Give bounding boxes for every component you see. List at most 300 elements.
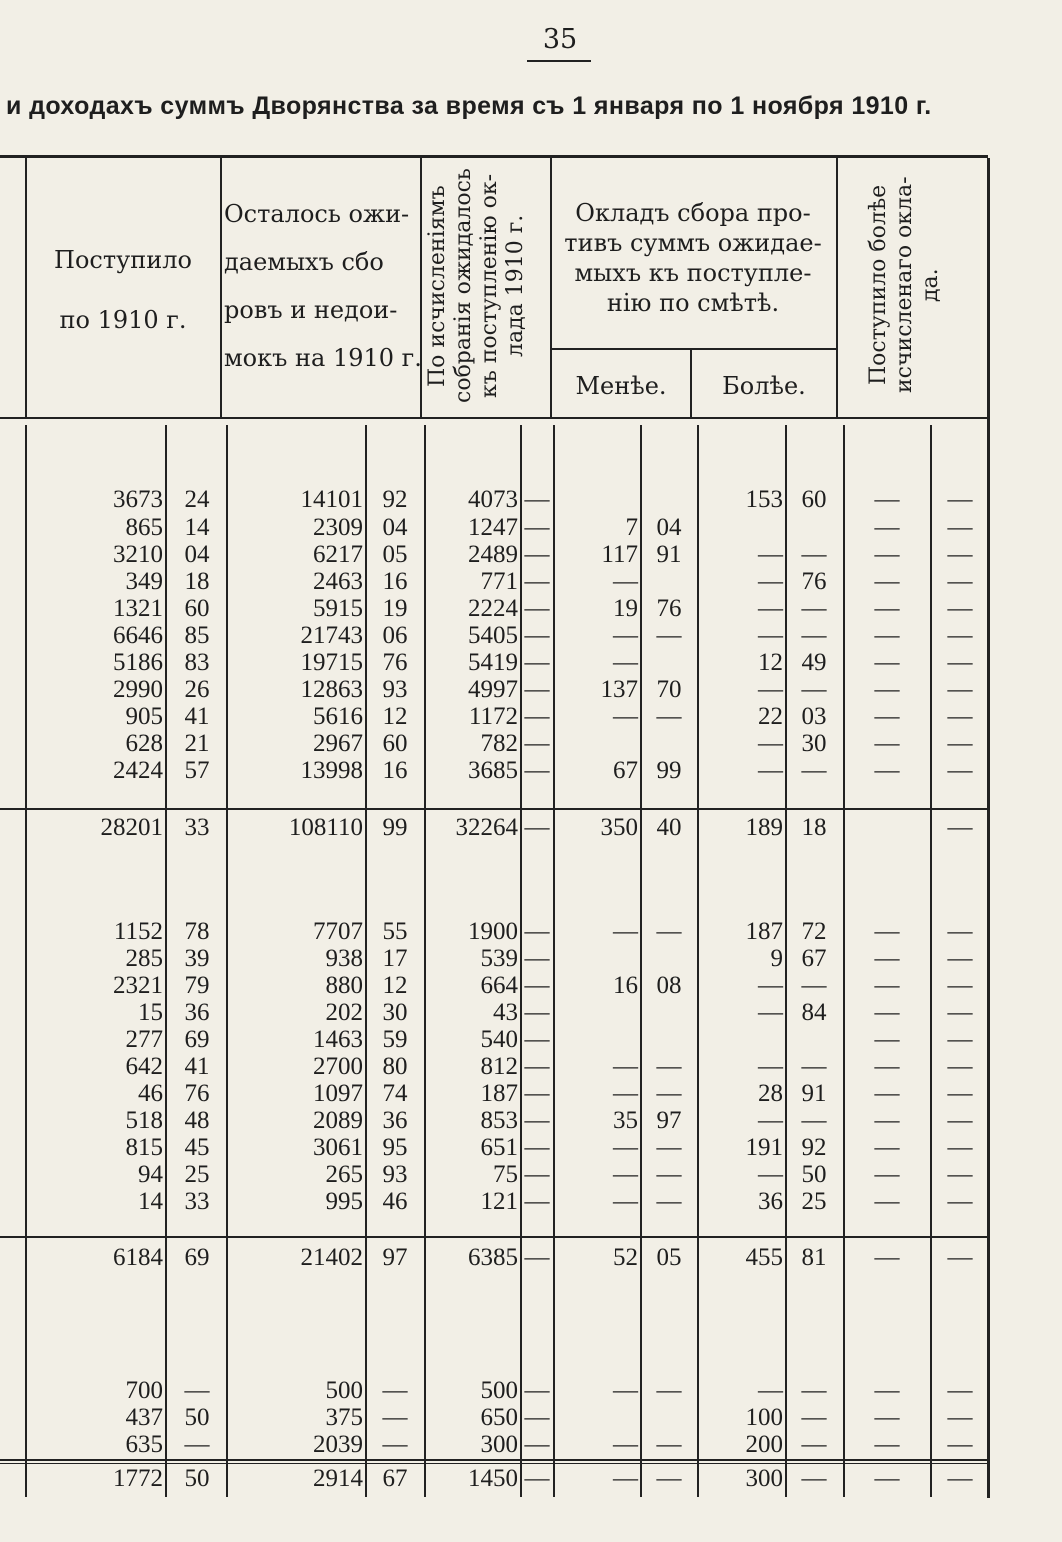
cell-remaining-k: 16 (382, 568, 408, 595)
cell-less: 16 (613, 972, 638, 999)
cell-over-k: — (947, 703, 973, 730)
cell-over: — (874, 757, 900, 784)
cell-over: — (874, 703, 900, 730)
section-rule (0, 1459, 988, 1461)
cell-over-k: — (947, 568, 973, 595)
cell-expected: 1900 (468, 918, 518, 945)
cell-expected: 5419 (468, 649, 518, 676)
cell-remaining: 2914 (313, 1465, 363, 1492)
cell-expected: 3685 (468, 757, 518, 784)
cell-over: — (874, 486, 900, 513)
cell-remaining-k: 99 (382, 814, 408, 841)
cell-over-k: — (947, 757, 973, 784)
cell-received-k: 36 (184, 999, 210, 1026)
cell-received: 14 (138, 1188, 163, 1215)
header-divider (836, 158, 838, 418)
cell-received: 518 (125, 1107, 163, 1134)
cell-remaining-k: 76 (382, 649, 408, 676)
cell-received-k: 45 (184, 1134, 210, 1161)
cell-over-k: — (947, 1161, 973, 1188)
cell-received: 2424 (113, 757, 163, 784)
cell-expected: 650 (480, 1404, 518, 1431)
cell-less-k: 40 (656, 814, 682, 841)
cell-expected: 539 (480, 945, 518, 972)
cell-received-k: 85 (184, 622, 210, 649)
cell-over: — (874, 1134, 900, 1161)
cell-less-k: 91 (656, 541, 682, 568)
cell-received-k: 69 (184, 1026, 210, 1053)
cell-more: 455 (745, 1244, 783, 1271)
cell-over: — (874, 1431, 900, 1458)
cell-expected: 771 (480, 568, 518, 595)
cell-received: 628 (125, 730, 163, 757)
cell-expected-dash: — (524, 649, 550, 676)
cell-received: 15 (138, 999, 163, 1026)
cell-over-k: — (947, 1188, 973, 1215)
cell-more-k: 92 (801, 1134, 827, 1161)
cell-received: 905 (125, 703, 163, 730)
cell-less-k: 08 (656, 972, 682, 999)
cell-expected-dash: — (524, 1053, 550, 1080)
cell-received: 28201 (100, 814, 163, 841)
cell-over: — (874, 918, 900, 945)
cell-received: 437 (125, 1404, 163, 1431)
cell-less-k: 97 (656, 1107, 682, 1134)
cell-over: — (874, 541, 900, 568)
cell-less-k: — (656, 1161, 682, 1188)
cell-more-k: 18 (801, 814, 827, 841)
cell-more-k: — (801, 1465, 827, 1492)
cell-remaining-k: 06 (382, 622, 408, 649)
cell-remaining-k: 55 (382, 918, 408, 945)
cell-over: — (874, 1377, 900, 1404)
cell-less: — (613, 622, 638, 649)
cell-less-k: 70 (656, 676, 682, 703)
cell-over: — (874, 1053, 900, 1080)
cell-over-k: — (947, 945, 973, 972)
cell-received: 865 (125, 514, 163, 541)
cell-expected-dash: — (524, 1377, 550, 1404)
cell-more: 28 (758, 1080, 783, 1107)
cell-over-k: — (947, 1134, 973, 1161)
cell-remaining-k: 60 (382, 730, 408, 757)
cell-more: — (758, 1107, 783, 1134)
column-rule (165, 425, 167, 1497)
cell-remaining: 2039 (313, 1431, 363, 1458)
cell-less: 7 (625, 514, 638, 541)
cell-less: — (613, 918, 638, 945)
cell-expected-dash: — (524, 676, 550, 703)
cell-remaining-k: 12 (382, 703, 408, 730)
cell-expected-dash: — (524, 1161, 550, 1188)
cell-remaining-k: 12 (382, 972, 408, 999)
cell-expected: 1450 (468, 1465, 518, 1492)
cell-more-k: 50 (801, 1161, 827, 1188)
cell-received-k: 76 (184, 1080, 210, 1107)
cell-expected: 1247 (468, 514, 518, 541)
cell-remaining-k: 46 (382, 1188, 408, 1215)
cell-remaining: 6217 (313, 541, 363, 568)
cell-over: — (874, 945, 900, 972)
cell-remaining: 202 (325, 999, 363, 1026)
cell-less: — (613, 1134, 638, 1161)
cell-less-k: — (656, 1080, 682, 1107)
cell-remaining: 12863 (300, 676, 363, 703)
cell-remaining-k: 04 (382, 514, 408, 541)
cell-more: 191 (745, 1134, 783, 1161)
cell-remaining: 5616 (313, 703, 363, 730)
cell-less: 137 (600, 676, 638, 703)
cell-less-k: — (656, 703, 682, 730)
cell-remaining: 265 (325, 1161, 363, 1188)
section-rule (0, 1463, 988, 1464)
cell-expected: 500 (480, 1377, 518, 1404)
cell-more-k: — (801, 595, 827, 622)
cell-remaining-k: 59 (382, 1026, 408, 1053)
cell-remaining: 500 (325, 1377, 363, 1404)
cell-more-k: 72 (801, 918, 827, 945)
cell-expected: 6385 (468, 1244, 518, 1271)
cell-more: — (758, 595, 783, 622)
cell-less: — (613, 1188, 638, 1215)
cell-expected-dash: — (524, 1431, 550, 1458)
cell-expected: 5405 (468, 622, 518, 649)
cell-more-k: 49 (801, 649, 827, 676)
cell-expected-dash: — (524, 1465, 550, 1492)
cell-expected: 853 (480, 1107, 518, 1134)
cell-more: 153 (745, 486, 783, 513)
cell-expected-dash: — (524, 1080, 550, 1107)
cell-more-k: — (801, 1431, 827, 1458)
cell-expected: 2224 (468, 595, 518, 622)
cell-more-k: 30 (801, 730, 827, 757)
cell-received: 349 (125, 568, 163, 595)
cell-over: — (874, 1244, 900, 1271)
cell-less: — (613, 1053, 638, 1080)
cell-remaining: 1463 (313, 1026, 363, 1053)
cell-over-k: — (947, 1107, 973, 1134)
cell-less-k: — (656, 1188, 682, 1215)
cell-less-k: — (656, 1053, 682, 1080)
cell-more-k: 67 (801, 945, 827, 972)
cell-less-k: 04 (656, 514, 682, 541)
header-more: Болѣе. (722, 372, 806, 400)
cell-more-k: — (801, 757, 827, 784)
cell-received-k: — (184, 1377, 210, 1404)
cell-over-k: — (947, 730, 973, 757)
cell-received-k: 60 (184, 595, 210, 622)
cell-over-k: — (947, 1377, 973, 1404)
cell-received-k: 18 (184, 568, 210, 595)
cell-over-k: — (947, 918, 973, 945)
cell-expected: 75 (493, 1161, 518, 1188)
cell-less: — (613, 568, 638, 595)
header-remaining: Осталось ожи- даемыхъ сбо ровъ и недои- мокъ на 1910 г. (224, 200, 422, 372)
page-number-rule (527, 60, 591, 62)
salary-sub-rule (550, 348, 836, 350)
cell-expected: 812 (480, 1053, 518, 1080)
cell-remaining: 108110 (288, 814, 363, 841)
cell-more: — (758, 676, 783, 703)
cell-more-k: — (801, 1404, 827, 1431)
cell-more: — (758, 568, 783, 595)
cell-over: — (874, 1161, 900, 1188)
cell-expected-dash: — (524, 1188, 550, 1215)
cell-received: 2321 (113, 972, 163, 999)
cell-expected: 300 (480, 1431, 518, 1458)
section-rule (0, 808, 988, 810)
cell-expected-dash: — (524, 1107, 550, 1134)
cell-remaining: 5915 (313, 595, 363, 622)
cell-received-k: 41 (184, 703, 210, 730)
cell-more-k: — (801, 676, 827, 703)
cell-more: — (758, 1161, 783, 1188)
cell-remaining-k: 97 (382, 1244, 408, 1271)
cell-more: — (758, 972, 783, 999)
cell-over-k: — (947, 486, 973, 513)
cell-more: 12 (758, 649, 783, 676)
cell-over: — (874, 676, 900, 703)
cell-received-k: 26 (184, 676, 210, 703)
cell-received: 1152 (113, 918, 163, 945)
table-right-border (987, 158, 990, 1498)
cell-less: — (613, 1465, 638, 1492)
cell-remaining-k: — (382, 1377, 408, 1404)
cell-received-k: 33 (184, 814, 210, 841)
cell-more-k: — (801, 1377, 827, 1404)
cell-expected: 187 (480, 1080, 518, 1107)
cell-less: — (613, 1431, 638, 1458)
cell-remaining: 2967 (313, 730, 363, 757)
cell-over: — (874, 1465, 900, 1492)
cell-received-k: 79 (184, 972, 210, 999)
cell-over-k: — (947, 541, 973, 568)
cell-more: — (758, 999, 783, 1026)
cell-remaining: 375 (325, 1404, 363, 1431)
cell-received-k: 25 (184, 1161, 210, 1188)
cell-expected-dash: — (524, 945, 550, 972)
cell-remaining: 19715 (300, 649, 363, 676)
page-heading: и доходахъ суммъ Дворянства за время съ 1 января по 1 ноября 1910 г. (6, 92, 932, 120)
cell-over: — (874, 730, 900, 757)
cell-expected: 1172 (468, 703, 518, 730)
cell-expected-dash: — (524, 703, 550, 730)
cell-remaining-k: 93 (382, 676, 408, 703)
cell-less: — (613, 1377, 638, 1404)
cell-remaining: 1097 (313, 1080, 363, 1107)
cell-more: — (758, 730, 783, 757)
cell-over-k: — (947, 1053, 973, 1080)
cell-expected: 32264 (455, 814, 518, 841)
cell-expected: 540 (480, 1026, 518, 1053)
cell-more: — (758, 1377, 783, 1404)
cell-remaining: 2463 (313, 568, 363, 595)
cell-less: 52 (613, 1244, 638, 1271)
cell-remaining: 21402 (300, 1244, 363, 1271)
cell-received: 2990 (113, 676, 163, 703)
cell-remaining: 14101 (300, 486, 363, 513)
cell-more: 200 (745, 1431, 783, 1458)
cell-remaining: 2089 (313, 1107, 363, 1134)
cell-remaining: 880 (325, 972, 363, 999)
cell-received-k: 21 (184, 730, 210, 757)
cell-over: — (874, 1080, 900, 1107)
cell-expected: 664 (480, 972, 518, 999)
cell-expected-dash: — (524, 541, 550, 568)
cell-expected-dash: — (524, 999, 550, 1026)
cell-expected-dash: — (524, 595, 550, 622)
cell-more-k: 03 (801, 703, 827, 730)
cell-more: 189 (745, 814, 783, 841)
cell-received: 46 (138, 1080, 163, 1107)
cell-over-k: — (947, 999, 973, 1026)
header-expected: По исчисленіямъ собранія ожидалось къ поступленію ок- лада 1910 г. (425, 168, 528, 404)
cell-more-k: 25 (801, 1188, 827, 1215)
cell-more: 9 (770, 945, 783, 972)
cell-over: — (874, 1107, 900, 1134)
cell-over: — (874, 999, 900, 1026)
cell-over-k: — (947, 622, 973, 649)
cell-remaining-k: 17 (382, 945, 408, 972)
cell-over-k: — (947, 1431, 973, 1458)
cell-expected-dash: — (524, 918, 550, 945)
cell-more: 22 (758, 703, 783, 730)
cell-received-k: 78 (184, 918, 210, 945)
cell-remaining-k: — (382, 1404, 408, 1431)
column-rule (843, 425, 845, 1497)
header-received: Поступило по 1910 г. (54, 246, 192, 334)
cell-over: — (874, 568, 900, 595)
cell-over: — (874, 972, 900, 999)
header-salary: Окладъ сбора про- тивъ суммъ ожидае- мыхъ къ поступле- нію по смѣтѣ. (564, 199, 822, 317)
cell-over: — (874, 649, 900, 676)
cell-more-k: — (801, 541, 827, 568)
cell-more: — (758, 541, 783, 568)
cell-less-k: — (656, 622, 682, 649)
cell-more: 100 (745, 1404, 783, 1431)
cell-received-k: 24 (184, 486, 210, 513)
cell-over-k: — (947, 514, 973, 541)
cell-received-k: 50 (184, 1465, 210, 1492)
cell-over-k: — (947, 1404, 973, 1431)
cell-remaining: 7707 (313, 918, 363, 945)
cell-over-k: — (947, 1080, 973, 1107)
column-rule (226, 425, 228, 1497)
cell-expected: 43 (493, 999, 518, 1026)
cell-over: — (874, 622, 900, 649)
cell-expected: 4073 (468, 486, 518, 513)
column-rule (424, 425, 426, 1497)
cell-received: 1321 (113, 595, 163, 622)
cell-less-k: — (656, 918, 682, 945)
cell-more-k: — (801, 1107, 827, 1134)
cell-less: 35 (613, 1107, 638, 1134)
cell-less: — (613, 703, 638, 730)
cell-received-k: 48 (184, 1107, 210, 1134)
cell-received-k: 83 (184, 649, 210, 676)
cell-remaining-k: 19 (382, 595, 408, 622)
cell-remaining: 13998 (300, 757, 363, 784)
cell-received: 635 (125, 1431, 163, 1458)
cell-received: 5186 (113, 649, 163, 676)
cell-remaining-k: 67 (382, 1465, 408, 1492)
cell-received: 277 (125, 1026, 163, 1053)
cell-over-k: — (947, 972, 973, 999)
cell-more-k: — (801, 622, 827, 649)
cell-expected: 2489 (468, 541, 518, 568)
cell-remaining-k: 80 (382, 1053, 408, 1080)
cell-more-k: 81 (801, 1244, 827, 1271)
cell-received: 6646 (113, 622, 163, 649)
cell-more-k: 76 (801, 568, 827, 595)
cell-more: 300 (745, 1465, 783, 1492)
cell-expected-dash: — (524, 1026, 550, 1053)
cell-received-k: 50 (184, 1404, 210, 1431)
column-rule (553, 425, 555, 1497)
cell-less: 117 (601, 541, 638, 568)
cell-received-k: 57 (184, 757, 210, 784)
section-rule (0, 1236, 988, 1238)
cell-expected: 4997 (468, 676, 518, 703)
cell-received-k: 33 (184, 1188, 210, 1215)
cell-over: — (874, 595, 900, 622)
cell-remaining-k: 36 (382, 1107, 408, 1134)
cell-received-k: 41 (184, 1053, 210, 1080)
cell-received-k: 39 (184, 945, 210, 972)
cell-less: — (613, 1080, 638, 1107)
cell-over: — (874, 1404, 900, 1431)
cell-less-k: — (656, 1134, 682, 1161)
cell-over: — (874, 1026, 900, 1053)
cell-expected-dash: — (524, 1134, 550, 1161)
cell-less: 19 (613, 595, 638, 622)
cell-less: 67 (613, 757, 638, 784)
page-number: 35 (542, 24, 578, 55)
cell-received-k: 69 (184, 1244, 210, 1271)
cell-over: — (874, 514, 900, 541)
cell-less: 350 (600, 814, 638, 841)
cell-remaining: 2700 (313, 1053, 363, 1080)
cell-remaining: 995 (325, 1188, 363, 1215)
cell-expected: 121 (480, 1188, 518, 1215)
cell-received: 700 (125, 1377, 163, 1404)
column-rule (640, 425, 642, 1497)
column-rule (697, 425, 699, 1497)
cell-expected-dash: — (524, 486, 550, 513)
cell-more: 187 (745, 918, 783, 945)
cell-remaining-k: 92 (382, 486, 408, 513)
cell-less-k: 05 (656, 1244, 682, 1271)
cell-less-k: — (656, 1465, 682, 1492)
cell-remaining-k: 93 (382, 1161, 408, 1188)
cell-more: — (758, 1053, 783, 1080)
cell-over-k: — (947, 595, 973, 622)
cell-received: 3210 (113, 541, 163, 568)
cell-remaining: 21743 (300, 622, 363, 649)
cell-received-k: 14 (184, 514, 210, 541)
cell-expected: 651 (480, 1134, 518, 1161)
cell-more-k: 60 (801, 486, 827, 513)
cell-received: 642 (125, 1053, 163, 1080)
cell-expected-dash: — (524, 757, 550, 784)
cell-received: 1772 (113, 1465, 163, 1492)
cell-over-k: — (947, 814, 973, 841)
header-over: Поступило болѣе исчисленаго окла- да. (866, 176, 943, 394)
cell-remaining: 2309 (313, 514, 363, 541)
cell-more: — (758, 622, 783, 649)
cell-expected-dash: — (524, 1244, 550, 1271)
cell-over-k: — (947, 649, 973, 676)
